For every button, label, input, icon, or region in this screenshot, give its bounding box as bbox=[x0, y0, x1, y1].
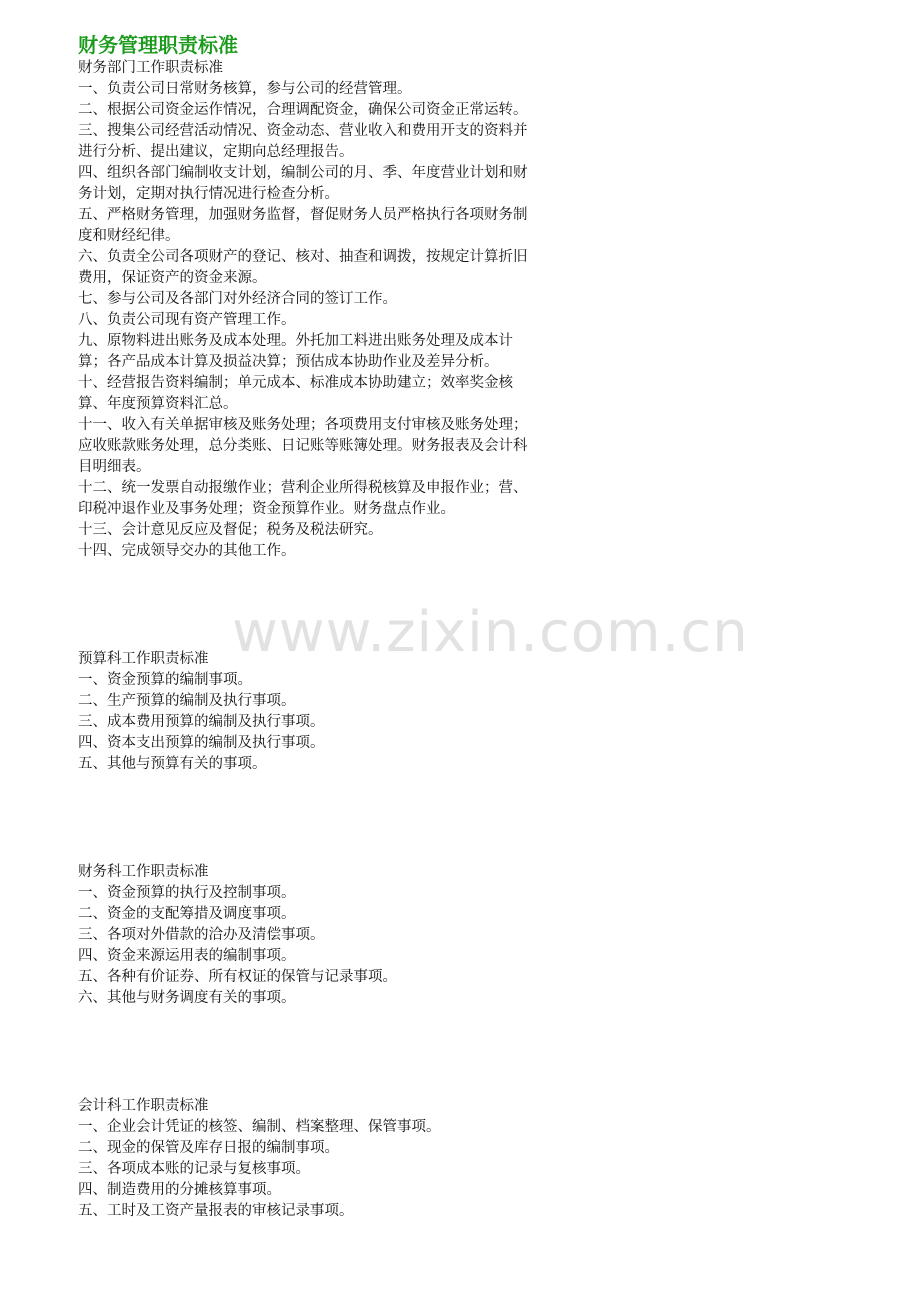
list-item: 一、负责公司日常财务核算，参与公司的经营管理。 bbox=[78, 81, 412, 97]
section-heading: 财务科工作职责标准 bbox=[78, 864, 209, 880]
list-item: 二、生产预算的编制及执行事项。 bbox=[78, 693, 296, 709]
section-spacer bbox=[78, 1009, 538, 1096]
list-item: 五、工时及工资产量报表的审核记录事项。 bbox=[78, 1203, 354, 1219]
document-page bbox=[78, 32, 538, 1222]
section-budget-division bbox=[78, 649, 538, 775]
list-item: 四、资本支出预算的编制及执行事项。 bbox=[78, 735, 325, 751]
section-heading: 会计科工作职责标准 bbox=[78, 1098, 209, 1114]
list-item: 三、各项成本账的记录与复核事项。 bbox=[78, 1161, 310, 1177]
list-item: 二、根据公司资金运作情况，合理调配资金，确保公司资金正常运转。 bbox=[78, 102, 528, 118]
section-accounting-division bbox=[78, 1096, 538, 1222]
list-item: 七、参与公司及各部门对外经济合同的签订工作。 bbox=[78, 291, 397, 307]
list-item: 九、原物料进出账务及成本处理。外托加工料进出账务处理及成本计算；各产品成本计算及损益决算；预估成本协助作业及差异分析。 bbox=[78, 333, 513, 370]
list-item: 十一、收入有关单据审核及账务处理；各项费用支付审核及账务处理；应收账款账务处理，总分类账、日记账等账簿处理。财务报表及会计科目明细表。 bbox=[78, 417, 528, 475]
list-item: 三、各项对外借款的洽办及清偿事项。 bbox=[78, 927, 325, 943]
list-item: 五、各种有价证券、所有权证的保管与记录事项。 bbox=[78, 969, 397, 985]
list-item: 六、负责全公司各项财产的登记、核对、抽查和调拨，按规定计算折旧费用，保证资产的资金来源。 bbox=[78, 249, 528, 286]
section-heading: 财务部门工作职责标准 bbox=[78, 60, 223, 76]
list-item: 二、资金的支配筹措及调度事项。 bbox=[78, 906, 296, 922]
section-heading: 预算科工作职责标准 bbox=[78, 651, 209, 667]
list-item: 十三、会计意见反应及督促；税务及税法研究。 bbox=[78, 522, 383, 538]
list-item: 五、其他与预算有关的事项。 bbox=[78, 756, 267, 772]
list-item: 一、企业会计凭证的核签、编制、档案整理、保管事项。 bbox=[78, 1119, 441, 1135]
watermark: www.zixin.com.cn bbox=[232, 600, 749, 665]
list-item: 十二、统一发票自动报缴作业；营利企业所得税核算及申报作业；营、印税冲退作业及事务处理；资金预算作业。财务盘点作业。 bbox=[78, 480, 528, 517]
list-item: 五、严格财务管理，加强财务监督，督促财务人员严格执行各项财务制度和财经纪律。 bbox=[78, 207, 528, 244]
list-item: 三、搜集公司经营活动情况、资金动态、营业收入和费用开支的资料并进行分析、提出建议，定期向总经理报告。 bbox=[78, 123, 528, 160]
document-title: 财务管理职责标准 bbox=[78, 33, 238, 57]
list-item: 四、资金来源运用表的编制事项。 bbox=[78, 948, 296, 964]
list-item: 四、组织各部门编制收支计划，编制公司的月、季、年度营业计划和财务计划，定期对执行情况进行检查分析。 bbox=[78, 165, 528, 202]
list-item: 六、其他与财务调度有关的事项。 bbox=[78, 990, 296, 1006]
list-item: 四、制造费用的分摊核算事项。 bbox=[78, 1182, 281, 1198]
list-item: 十、经营报告资料编制；单元成本、标准成本协助建立；效率奖金核算、年度预算资料汇总。 bbox=[78, 375, 513, 412]
section-spacer bbox=[78, 562, 538, 649]
list-item: 一、资金预算的编制事项。 bbox=[78, 672, 252, 688]
list-item: 十四、完成领导交办的其他工作。 bbox=[78, 543, 296, 559]
list-item: 三、成本费用预算的编制及执行事项。 bbox=[78, 714, 325, 730]
list-item: 八、负责公司现有资产管理工作。 bbox=[78, 312, 296, 328]
list-item: 一、资金预算的执行及控制事项。 bbox=[78, 885, 296, 901]
section-finance-department bbox=[78, 58, 538, 562]
section-spacer bbox=[78, 775, 538, 862]
section-finance-division bbox=[78, 862, 538, 1009]
list-item: 二、现金的保管及库存日报的编制事项。 bbox=[78, 1140, 339, 1156]
